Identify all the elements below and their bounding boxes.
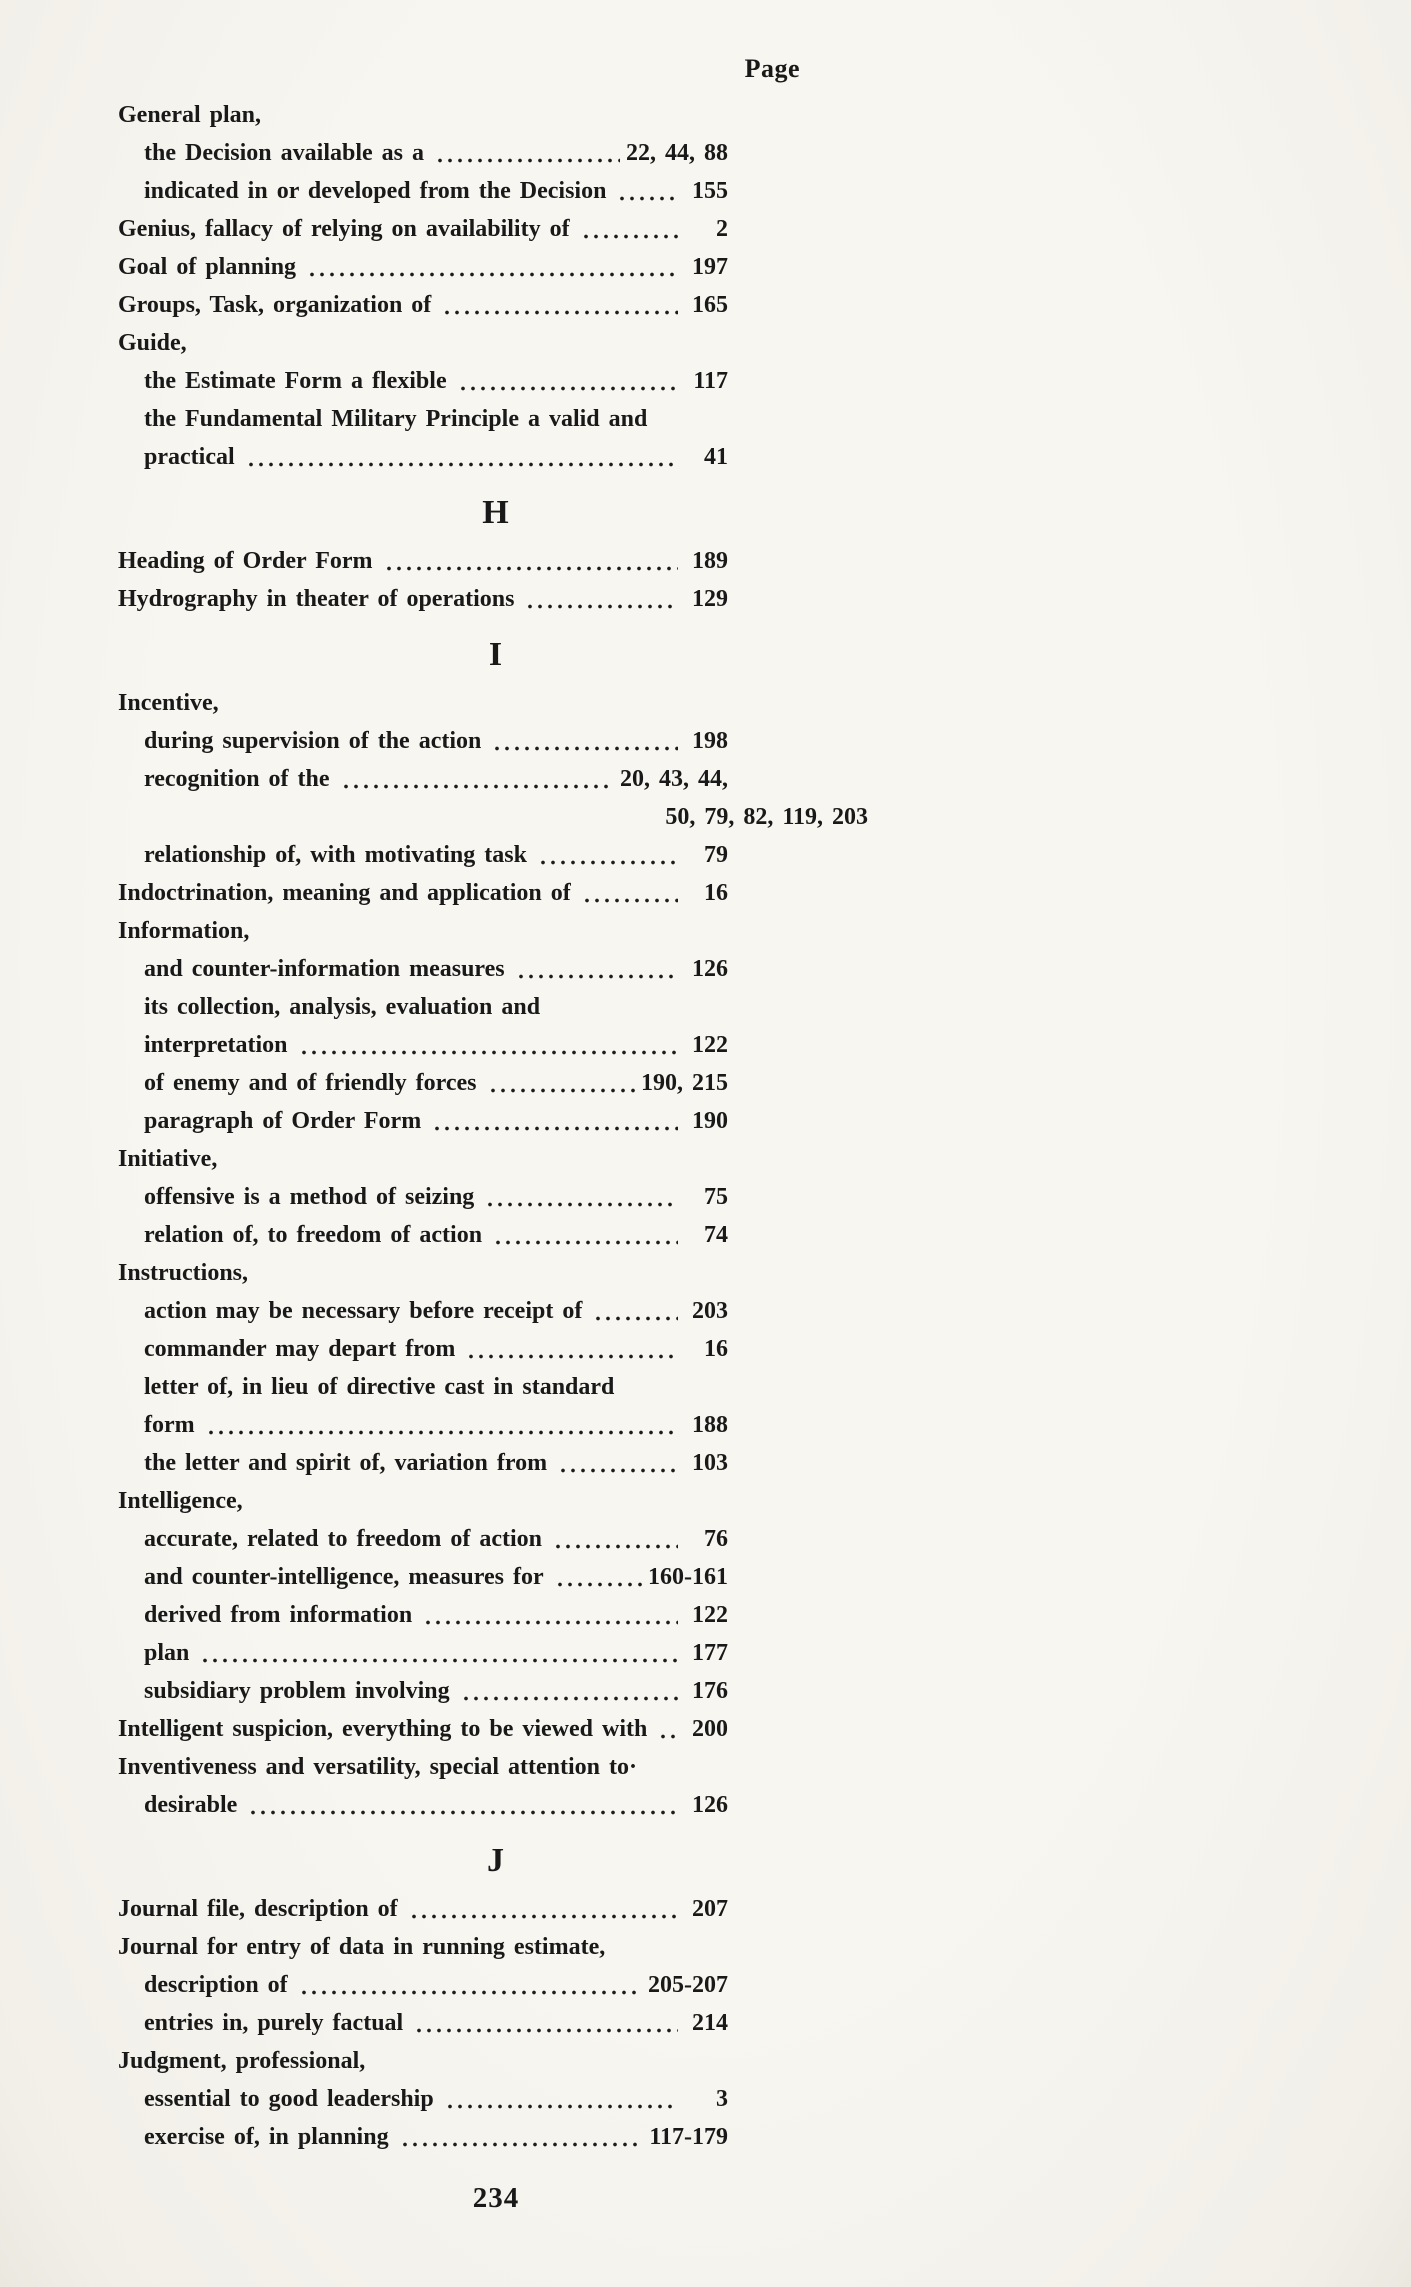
entry-page-numbers: 20, 43, 44,	[620, 766, 728, 792]
entry-text: practical	[144, 444, 235, 470]
entry-text: General plan,	[118, 102, 262, 128]
index-entry	[118, 1254, 874, 1292]
index-entry	[118, 172, 874, 210]
index-entry	[118, 1634, 874, 1672]
entry-text: Judgment, professional,	[118, 2048, 366, 2074]
index-entry	[118, 1026, 874, 1064]
index-entry	[118, 1482, 874, 1520]
dot-leader	[244, 438, 678, 476]
dot-leader	[204, 1406, 678, 1444]
dot-leader	[514, 950, 678, 988]
index-entry	[118, 134, 874, 172]
dot-leader	[305, 248, 678, 286]
entry-page-numbers: 3	[716, 2086, 728, 2112]
entry-text: the letter and spirit of, variation from	[144, 1450, 548, 1476]
entry-page-numbers: 50, 79, 82, 119, 203	[665, 804, 868, 830]
index-entry	[118, 1330, 874, 1368]
index-entry	[118, 874, 874, 912]
entry-text: entries in, purely factual	[144, 2010, 404, 2036]
index-entry	[118, 1558, 874, 1596]
entry-page-numbers: 76	[704, 1526, 728, 1552]
entry-page-numbers: 22, 44, 88	[626, 140, 728, 166]
index-entry	[118, 950, 874, 988]
dot-leader	[412, 2004, 678, 2042]
entry-text: subsidiary problem involving	[144, 1678, 450, 1704]
entry-page-numbers: 160-161	[648, 1564, 728, 1590]
entry-text: Journal for entry of data in running estimate,	[118, 1934, 606, 1960]
dot-leader	[440, 286, 678, 324]
entry-page-numbers: 188	[692, 1412, 728, 1438]
dot-leader	[551, 1520, 678, 1558]
entry-text: during supervision of the action	[144, 728, 482, 754]
index-entry	[118, 2004, 874, 2042]
entry-text: Goal of planning	[118, 254, 297, 280]
index-entry	[118, 2118, 874, 2156]
index-entry	[118, 836, 874, 874]
dot-leader	[483, 1178, 678, 1216]
entry-page-numbers: 126	[692, 1792, 728, 1818]
entry-text: Intelligence,	[118, 1488, 243, 1514]
index-entry	[118, 542, 874, 580]
entry-text: accurate, related to freedom of action	[144, 1526, 542, 1552]
entry-text: action may be necessary before receipt of	[144, 1298, 583, 1324]
index-entry	[118, 1444, 874, 1482]
entry-text: derived from information	[144, 1602, 413, 1628]
index-entry	[118, 2080, 874, 2118]
entry-page-numbers: 74	[704, 1222, 728, 1248]
entry-text: Information,	[118, 918, 250, 944]
dot-leader	[490, 722, 678, 760]
entry-text: and counter-intelligence, measures for	[144, 1564, 544, 1590]
index-entry	[118, 1102, 874, 1140]
index-entry	[118, 1520, 874, 1558]
dot-leader	[421, 1596, 678, 1634]
entry-text: form	[144, 1412, 195, 1438]
index-entry	[118, 2042, 874, 2080]
index-entry	[118, 1292, 874, 1330]
entry-page-numbers: 190, 215	[641, 1070, 728, 1096]
index-entry	[118, 210, 874, 248]
index-entry	[118, 1890, 874, 1928]
entry-text: interpretation	[144, 1032, 288, 1058]
entry-text: of enemy and of friendly forces	[144, 1070, 477, 1096]
entry-page-numbers: 197	[692, 254, 728, 280]
index-entry-continuation	[118, 798, 874, 836]
index-entry	[118, 1786, 874, 1824]
dot-leader	[382, 542, 678, 580]
entry-text: Hydrography in theater of operations	[118, 586, 515, 612]
entry-text: Instructions,	[118, 1260, 249, 1286]
entry-text: description of	[144, 1972, 288, 1998]
dot-leader	[580, 874, 678, 912]
dot-leader	[398, 2118, 644, 2156]
entry-text: Guide,	[118, 330, 187, 356]
entry-text: exercise of, in planning	[144, 2124, 389, 2150]
section-heading: J	[487, 1842, 505, 1879]
entry-page-numbers: 16	[704, 880, 728, 906]
entry-page-numbers: 155	[692, 178, 728, 204]
index-entry	[118, 96, 874, 134]
index-entry	[118, 286, 874, 324]
index-entry	[118, 1178, 874, 1216]
index-entry	[118, 1710, 874, 1748]
index-entry	[118, 1216, 874, 1254]
dot-leader	[486, 1064, 635, 1102]
entry-page-numbers: 205-207	[648, 1972, 728, 1998]
entry-text: paragraph of Order Form	[144, 1108, 422, 1134]
entry-text: relation of, to freedom of action	[144, 1222, 483, 1248]
entry-page-numbers: 117-179	[649, 2124, 728, 2150]
entry-text: Genius, fallacy of relying on availability of	[118, 216, 570, 242]
dot-leader	[656, 1710, 678, 1748]
index-entry	[118, 684, 874, 722]
index-entry	[118, 912, 874, 950]
entry-text: Heading of Order Form	[118, 548, 373, 574]
dot-leader	[523, 580, 678, 618]
index-entry	[118, 1748, 874, 1786]
entry-text: its collection, analysis, evaluation and	[144, 994, 541, 1020]
entry-page-numbers: 176	[692, 1678, 728, 1704]
entry-text: essential to good leadership	[144, 2086, 434, 2112]
entry-page-numbers: 129	[692, 586, 728, 612]
entry-page-numbers: 198	[692, 728, 728, 754]
index-entry	[118, 1672, 874, 1710]
index-entry	[118, 324, 874, 362]
entry-text: the Fundamental Military Principle a valid and	[144, 406, 648, 432]
dot-leader	[297, 1026, 678, 1064]
index-entry	[118, 722, 874, 760]
dot-leader	[407, 1890, 678, 1928]
entry-page-numbers: 103	[692, 1450, 728, 1476]
entry-text: Incentive,	[118, 690, 219, 716]
page-column-header: Page	[744, 54, 800, 83]
dot-leader	[591, 1292, 678, 1330]
section-heading: H	[482, 494, 510, 531]
entry-page-numbers: 117	[693, 368, 728, 394]
dot-leader	[536, 836, 678, 874]
entry-text: Intelligent suspicion, everything to be viewed with	[118, 1716, 648, 1742]
dot-leader	[579, 210, 678, 248]
dot-leader	[339, 760, 614, 798]
entry-page-numbers: 41	[704, 444, 728, 470]
dot-leader	[433, 134, 620, 172]
entry-page-numbers: 190	[692, 1108, 728, 1134]
entry-text: Groups, Task, organization of	[118, 292, 432, 318]
index-entry	[118, 400, 874, 438]
index-content	[118, 0, 874, 2218]
index-entry	[118, 438, 874, 476]
index-entry	[118, 580, 874, 618]
entry-text: Inventiveness and versatility, special attention to·	[118, 1754, 637, 1780]
index-entry	[118, 1140, 874, 1178]
entry-page-numbers: 126	[692, 956, 728, 982]
entry-text: offensive is a method of seizing	[144, 1184, 475, 1210]
dot-leader	[553, 1558, 642, 1596]
entry-page-numbers: 75	[704, 1184, 728, 1210]
index-rows	[118, 96, 874, 2156]
page-number: 234	[472, 2182, 520, 2214]
entry-page-numbers: 79	[704, 842, 728, 868]
dot-leader	[297, 1966, 642, 2004]
entry-text: letter of, in lieu of directive cast in standard	[144, 1374, 615, 1400]
entry-text: recognition of the	[144, 766, 330, 792]
entry-text: relationship of, with motivating task	[144, 842, 527, 868]
index-entry	[118, 1928, 874, 1966]
index-entry	[118, 1596, 874, 1634]
section-heading: I	[488, 636, 504, 673]
dot-leader	[459, 1672, 678, 1710]
entry-text: Indoctrination, meaning and application of	[118, 880, 571, 906]
entry-page-numbers: 207	[692, 1896, 728, 1922]
dot-leader	[456, 362, 678, 400]
dot-leader	[430, 1102, 678, 1140]
index-entry	[118, 988, 874, 1026]
entry-page-numbers: 122	[692, 1602, 728, 1628]
index-entry	[118, 362, 874, 400]
entry-text: the Decision available as a	[144, 140, 424, 166]
entry-page-numbers: 200	[692, 1716, 728, 1742]
entry-text: and counter-information measures	[144, 956, 505, 982]
dot-leader	[198, 1634, 678, 1672]
index-entry	[118, 1966, 874, 2004]
entry-page-numbers: 189	[692, 548, 728, 574]
entry-text: indicated in or developed from the Decision	[144, 178, 607, 204]
entry-text: the Estimate Form a flexible	[144, 368, 447, 394]
dot-leader	[443, 2080, 678, 2118]
entry-text: commander may depart from	[144, 1336, 456, 1362]
entry-text: plan	[144, 1640, 190, 1666]
entry-page-numbers: 16	[704, 1336, 728, 1362]
index-entry	[118, 1406, 874, 1444]
entry-page-numbers: 203	[692, 1298, 728, 1324]
index-entry	[118, 1368, 874, 1406]
entry-page-numbers: 165	[692, 292, 728, 318]
dot-leader	[556, 1444, 678, 1482]
index-entry	[118, 248, 874, 286]
entry-page-numbers: 177	[692, 1640, 728, 1666]
dot-leader	[246, 1786, 678, 1824]
entry-page-numbers: 122	[692, 1032, 728, 1058]
index-entry	[118, 760, 874, 798]
entry-text: desirable	[144, 1792, 238, 1818]
dot-leader	[615, 172, 678, 210]
entry-page-numbers: 2	[716, 216, 728, 242]
entry-text: Initiative,	[118, 1146, 218, 1172]
dot-leader	[491, 1216, 678, 1254]
dot-leader	[464, 1330, 678, 1368]
entry-text: Journal file, description of	[118, 1896, 398, 1922]
entry-page-numbers: 214	[692, 2010, 728, 2036]
index-entry	[118, 1064, 874, 1102]
